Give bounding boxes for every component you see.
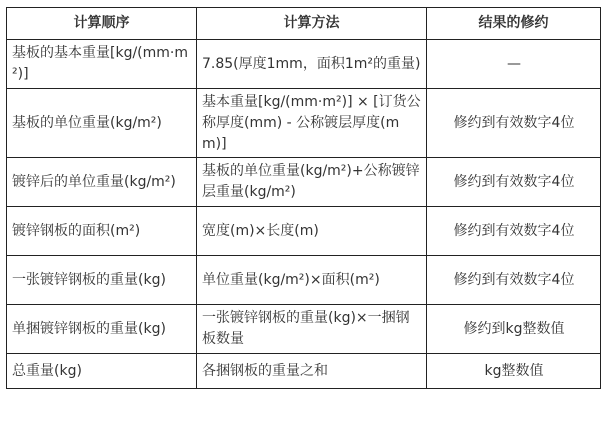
result-cell: 修约到有效数字4位 [427, 256, 601, 305]
order-cell: 基板的单位重量(kg/m²) [7, 89, 197, 158]
table-row [7, 256, 601, 305]
method-cell: 7.85(厚度1mm，面积1m²的重量) [197, 40, 427, 89]
result-cell: — [427, 40, 601, 89]
order-cell: 镀锌钢板的面积(m²) [7, 207, 197, 256]
table-row [7, 354, 601, 389]
table-row [7, 305, 601, 354]
method-cell: 各捆钢板的重量之和 [197, 354, 427, 389]
header-result-rounding: 结果的修约 [427, 8, 601, 40]
order-cell: 镀锌后的单位重量(kg/m²) [7, 158, 197, 207]
result-cell: 修约到kg整数值 [427, 305, 601, 354]
method-cell: 一张镀锌钢板的重量(kg)×一捆钢板数量 [197, 305, 427, 354]
method-cell: 宽度(m)×长度(m) [197, 207, 427, 256]
header-calculation-order: 计算顺序 [7, 8, 197, 40]
table-row [7, 158, 601, 207]
result-cell: 修约到有效数字4位 [427, 207, 601, 256]
weight-calculation-table [6, 7, 601, 389]
table-row [7, 207, 601, 256]
table-header-row [7, 8, 601, 40]
method-cell: 基本重量[kg/(mm·m²)] × [订货公称厚度(mm) - 公称镀层厚度(mm)] [197, 89, 427, 158]
result-cell: 修约到有效数字4位 [427, 158, 601, 207]
table-row [7, 40, 601, 89]
order-cell: 单捆镀锌钢板的重量(kg) [7, 305, 197, 354]
result-cell: 修约到有效数字4位 [427, 89, 601, 158]
table-row [7, 89, 601, 158]
method-cell: 单位重量(kg/m²)×面积(m²) [197, 256, 427, 305]
header-calculation-method: 计算方法 [197, 8, 427, 40]
result-cell: kg整数值 [427, 354, 601, 389]
method-cell: 基板的单位重量(kg/m²)+公称镀锌层重量(kg/m²) [197, 158, 427, 207]
order-cell: 一张镀锌钢板的重量(kg) [7, 256, 197, 305]
order-cell: 基板的基本重量[kg/(mm·m²)] [7, 40, 197, 89]
order-cell: 总重量(kg) [7, 354, 197, 389]
